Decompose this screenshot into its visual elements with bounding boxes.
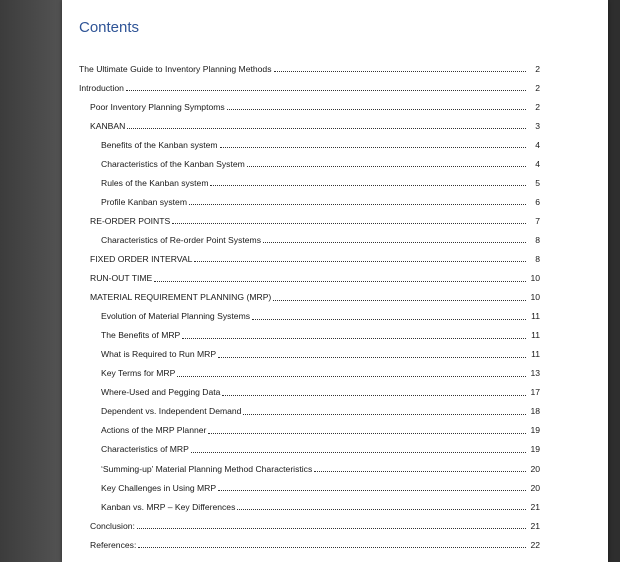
toc-entry[interactable]	[62, 192, 608, 211]
toc-entry[interactable]	[62, 478, 608, 497]
toc-entry[interactable]	[62, 345, 608, 364]
toc-dot-leader	[237, 509, 526, 510]
toc-page-number: 10	[530, 292, 540, 303]
toc-entry-title: RUN-OUT TIME	[90, 273, 153, 284]
toc-entry-title: Key Challenges in Using MRP	[101, 482, 217, 493]
toc-entry-title: Evolution of Material Planning Systems	[101, 311, 251, 322]
toc-page-number: 6	[535, 196, 540, 207]
toc-dot-leader	[227, 109, 526, 110]
toc-entry[interactable]	[62, 402, 608, 421]
toc-dot-leader	[222, 395, 526, 396]
toc-page-number: 21	[530, 501, 540, 512]
toc-dot-leader	[194, 261, 526, 262]
toc-dot-leader	[182, 338, 526, 339]
toc-page-number: 10	[530, 273, 540, 284]
toc-entry-title: MATERIAL REQUIREMENT PLANNING (MRP)	[90, 292, 272, 303]
toc-dot-leader	[210, 185, 526, 186]
workspace-background-left	[0, 0, 70, 562]
toc-entry[interactable]	[62, 288, 608, 307]
toc-heading: Contents	[79, 19, 140, 36]
toc-entry-title: What is Required to Run MRP	[101, 349, 217, 360]
toc-dot-leader	[314, 471, 526, 472]
workspace-background-right	[608, 0, 620, 562]
toc-dot-leader	[247, 166, 526, 167]
toc-page-number: 2	[535, 101, 540, 112]
toc-entry-title: The Ultimate Guide to Inventory Planning Methods	[79, 63, 272, 74]
toc-page-number: 4	[535, 158, 540, 169]
toc-entry[interactable]	[62, 135, 608, 154]
toc-dot-leader	[126, 90, 526, 91]
toc-entry-title: ‘Summing-up’ Material Planning Method Characteristics	[101, 463, 313, 474]
toc-entry-title: Poor Inventory Planning Symptoms	[90, 101, 225, 112]
toc-entry-title: Actions of the MRP Planner	[101, 425, 207, 436]
toc-entry[interactable]	[62, 230, 608, 249]
toc-dot-leader	[177, 376, 526, 377]
toc-entry-title: FIXED ORDER INTERVAL	[90, 253, 193, 264]
toc-dot-leader	[189, 204, 526, 205]
document-page	[62, 0, 608, 562]
toc-entry[interactable]	[62, 440, 608, 459]
toc-page-number: 21	[530, 520, 540, 531]
toc-entry[interactable]	[62, 459, 608, 478]
toc-page-number: 8	[535, 253, 540, 264]
toc-page-number: 2	[535, 82, 540, 93]
toc-entry[interactable]	[62, 154, 608, 173]
toc-entry[interactable]	[62, 421, 608, 440]
toc-page-number: 20	[530, 463, 540, 474]
toc-dot-leader	[218, 490, 526, 491]
toc-dot-leader	[208, 433, 526, 434]
toc-page-number: 11	[531, 349, 540, 360]
toc-dot-leader	[172, 223, 526, 224]
toc-entry[interactable]	[62, 249, 608, 268]
toc-entry[interactable]	[62, 326, 608, 345]
toc-dot-leader	[243, 414, 526, 415]
toc-entry[interactable]	[62, 116, 608, 135]
toc-page-number: 2	[535, 63, 540, 74]
toc-page-number: 7	[535, 215, 540, 226]
toc-dot-leader	[252, 319, 526, 320]
toc-dot-leader	[154, 281, 526, 282]
toc-entry-title: Characteristics of MRP	[101, 444, 189, 455]
toc-entry[interactable]	[62, 364, 608, 383]
toc-entry[interactable]	[62, 173, 608, 192]
toc-dot-leader	[137, 528, 526, 529]
toc-page-number: 19	[530, 444, 540, 455]
toc-page-number: 8	[535, 234, 540, 245]
toc-entry[interactable]	[62, 211, 608, 230]
toc-entry[interactable]	[62, 59, 608, 78]
toc-entry-title: The Benefits of MRP	[101, 330, 181, 341]
toc-entry-title: Kanban vs. MRP – Key Differences	[101, 501, 236, 512]
toc-entry-title: Key Terms for MRP	[101, 368, 176, 379]
toc-dot-leader	[220, 147, 526, 148]
toc-page-number: 5	[535, 177, 540, 188]
toc-entry-title: KANBAN	[90, 120, 126, 131]
toc-entry-title: Characteristics of the Kanban System	[101, 158, 245, 169]
toc-entry-title: Introduction	[79, 82, 124, 93]
toc-page-number: 18	[530, 406, 540, 417]
toc-entry-title: Where-Used and Pegging Data	[101, 387, 221, 398]
toc-entry-title: Benefits of the Kanban system	[101, 139, 218, 150]
toc-page-number: 11	[531, 311, 540, 322]
toc-dot-leader	[273, 300, 526, 301]
toc-page-number: 13	[530, 368, 540, 379]
toc-page-number: 22	[530, 539, 540, 550]
toc-entry-title: RE-ORDER POINTS	[90, 215, 171, 226]
toc-dot-leader	[218, 357, 526, 358]
toc-entry-title: Profile Kanban system	[101, 196, 187, 207]
toc-page-number: 11	[531, 330, 540, 341]
toc-dot-leader	[274, 71, 526, 72]
toc-dot-leader	[263, 242, 526, 243]
toc-page-number: 20	[530, 482, 540, 493]
toc-page-number: 19	[530, 425, 540, 436]
toc-entry[interactable]	[62, 383, 608, 402]
toc-entry-title: Dependent vs. Independent Demand	[101, 406, 242, 417]
toc-entry[interactable]	[62, 78, 608, 97]
toc-dot-leader	[191, 452, 526, 453]
toc-page-number: 3	[535, 120, 540, 131]
toc-entry[interactable]	[62, 497, 608, 516]
toc-page-number: 17	[530, 387, 540, 398]
toc-dot-leader	[127, 128, 526, 129]
toc-dot-leader	[138, 547, 526, 548]
toc-entry[interactable]	[62, 516, 608, 535]
toc-entry-title: Characteristics of Re-order Point Systems	[101, 234, 261, 245]
toc-list	[62, 59, 608, 554]
toc-entry[interactable]	[62, 97, 608, 116]
toc-page-number: 4	[535, 139, 540, 150]
toc-entry[interactable]	[62, 307, 608, 326]
toc-entry[interactable]	[62, 269, 608, 288]
toc-entry-title: Rules of the Kanban system	[101, 177, 209, 188]
toc-entry-title: Conclusion:	[90, 520, 135, 531]
toc-entry[interactable]	[62, 535, 608, 554]
toc-entry-title: References:	[90, 539, 137, 550]
